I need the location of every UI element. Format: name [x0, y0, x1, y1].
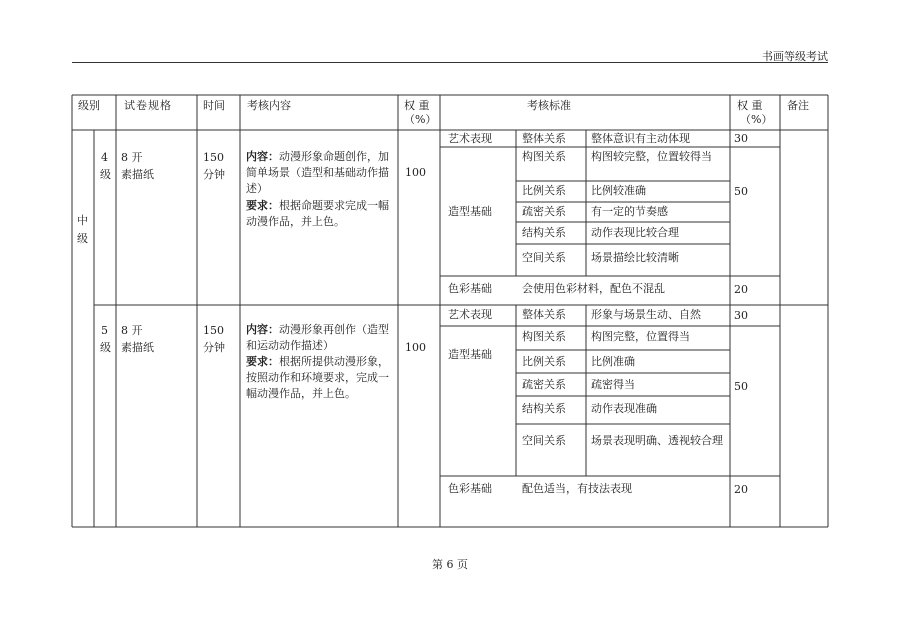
page-header-title: 书画等级考试 — [762, 50, 828, 63]
model-sub: 构图关系 — [522, 150, 566, 163]
content-text: 动漫形象命题创作，加简单场景（造型和基础动作描述） — [246, 150, 389, 195]
group-label-1: 中 — [77, 214, 88, 227]
model-weight: 50 — [734, 380, 748, 393]
model-sub: 比例关系 — [522, 184, 566, 197]
header-standard: 考核标准 — [527, 99, 571, 112]
model-sub: 结构关系 — [522, 226, 566, 239]
time-value: 150 — [203, 324, 224, 337]
header-spec: 试卷规格 — [124, 99, 172, 112]
model-desc: 比例较准确 — [591, 184, 646, 197]
header-weight-2: 权 重 — [737, 99, 763, 112]
art-category: 艺术表现 — [448, 308, 492, 321]
model-desc: 疏密得当 — [591, 378, 635, 391]
total-weight: 100 — [405, 166, 426, 179]
model-desc: 构图完整，位置得当 — [591, 330, 690, 343]
page-number: 第 6 页 — [432, 558, 468, 571]
model-desc: 有一定的节奏感 — [591, 205, 668, 218]
paper-type: 素描纸 — [121, 341, 154, 354]
grade-number: 5 — [101, 324, 108, 337]
grade-char: 级 — [100, 341, 111, 354]
color-desc: 会使用色彩材料，配色不混乱 — [522, 282, 665, 295]
total-weight: 100 — [405, 341, 426, 354]
grade-number: 4 — [101, 151, 108, 164]
model-sub: 空间关系 — [522, 434, 566, 447]
grade-char: 级 — [100, 168, 111, 181]
header-time: 时间 — [203, 99, 225, 112]
model-sub: 结构关系 — [522, 402, 566, 415]
requirement-description — [246, 198, 396, 230]
model-desc: 场景表现明确、透视较合理 — [591, 434, 723, 447]
content-label: 内容： — [246, 323, 279, 336]
paper-size: 8 开 — [121, 324, 143, 337]
header-weight-unit: （%） — [404, 113, 437, 126]
model-desc: 构图较完整，位置较得当 — [591, 150, 712, 163]
art-desc: 形象与场景生动、自然 — [591, 308, 701, 321]
header-level: 级别 — [78, 99, 100, 112]
header-content: 考核内容 — [247, 99, 291, 112]
color-weight: 20 — [734, 483, 748, 496]
art-category: 艺术表现 — [448, 132, 492, 145]
content-label: 内容： — [246, 150, 279, 163]
requirement-text: 根据所提供动漫形象，按照动作和环境要求，完成一幅动漫作品，并上色。 — [246, 355, 389, 400]
requirement-label: 要求： — [246, 355, 279, 368]
color-weight: 20 — [734, 283, 748, 296]
header-remark: 备注 — [787, 99, 809, 112]
content-description — [246, 149, 396, 197]
art-weight: 30 — [734, 132, 748, 145]
model-desc: 场景描绘比较清晰 — [591, 251, 679, 264]
model-desc: 动作表现准确 — [591, 402, 657, 415]
paper-type: 素描纸 — [121, 168, 154, 181]
time-unit: 分钟 — [203, 168, 225, 181]
model-category: 造型基础 — [448, 205, 492, 218]
group-label-2: 级 — [77, 232, 88, 245]
content-text: 动漫形象再创作（造型和运动动作描述） — [246, 323, 389, 352]
art-desc: 整体意识有主动体现 — [591, 132, 690, 145]
model-sub: 疏密关系 — [522, 205, 566, 218]
model-category: 造型基础 — [448, 348, 492, 361]
requirement-label: 要求： — [246, 199, 279, 212]
model-sub: 比例关系 — [522, 355, 566, 368]
color-desc: 配色适当，有技法表现 — [522, 482, 632, 495]
model-weight: 50 — [734, 185, 748, 198]
time-value: 150 — [203, 151, 224, 164]
model-sub: 疏密关系 — [522, 378, 566, 391]
content-description — [246, 322, 396, 354]
requirement-description — [246, 354, 396, 402]
header-weight: 权 重 — [404, 99, 430, 112]
header-weight-2-unit: （%） — [740, 113, 773, 126]
paper-size: 8 开 — [121, 151, 143, 164]
color-category: 色彩基础 — [448, 482, 492, 495]
model-desc: 比例准确 — [591, 355, 635, 368]
color-category: 色彩基础 — [448, 282, 492, 295]
art-sub: 整体关系 — [522, 132, 566, 145]
art-sub: 整体关系 — [522, 308, 566, 321]
model-sub: 构图关系 — [522, 330, 566, 343]
art-weight: 30 — [734, 309, 748, 322]
model-desc: 动作表现比较合理 — [591, 226, 679, 239]
time-unit: 分钟 — [203, 341, 225, 354]
model-sub: 空间关系 — [522, 251, 566, 264]
requirement-text: 根据命题要求完成一幅动漫作品，并上色。 — [246, 199, 389, 228]
